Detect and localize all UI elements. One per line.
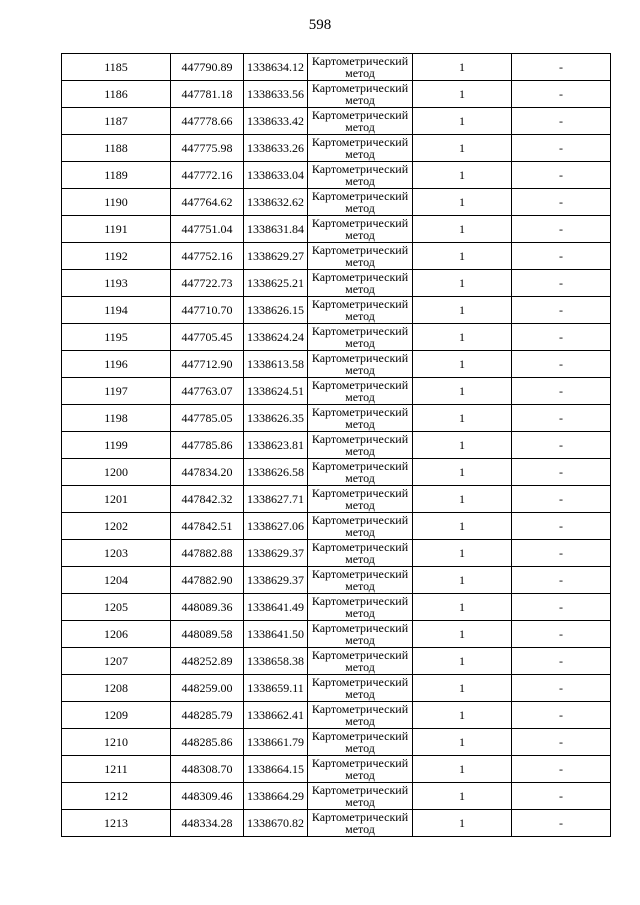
note-cell: -: [512, 783, 611, 810]
point-number-cell: 1186: [62, 81, 171, 108]
accuracy-cell: 1: [413, 378, 512, 405]
method-line-2: метод: [345, 120, 375, 134]
accuracy-cell: 1: [413, 405, 512, 432]
method-line-2: метод: [345, 687, 375, 701]
x-coordinate-cell: 447882.90: [171, 567, 244, 594]
method-line-1: Картометрический: [311, 297, 409, 311]
point-number-cell: 1210: [62, 729, 171, 756]
method-cell: [308, 108, 413, 135]
method-line-1: Картометрический: [311, 513, 409, 527]
method-cell: [308, 405, 413, 432]
y-coordinate-cell: 1338664.15: [244, 756, 308, 783]
point-number-cell: 1198: [62, 405, 171, 432]
method-line-1: Картометрический: [311, 81, 409, 95]
x-coordinate-cell: 447772.16: [171, 162, 244, 189]
method-cell: [308, 54, 413, 81]
coordinates-table: [61, 53, 611, 837]
method-line-2: метод: [345, 525, 375, 539]
y-coordinate-cell: 1338633.56: [244, 81, 308, 108]
accuracy-cell: 1: [413, 810, 512, 837]
method-line-2: метод: [345, 471, 375, 485]
method-line-2: метод: [345, 282, 375, 296]
x-coordinate-cell: 447785.05: [171, 405, 244, 432]
method-cell: [308, 81, 413, 108]
point-number-cell: 1189: [62, 162, 171, 189]
table-row: [62, 594, 611, 621]
x-coordinate-cell: 447834.20: [171, 459, 244, 486]
note-cell: -: [512, 378, 611, 405]
point-number-cell: 1194: [62, 297, 171, 324]
table-row: [62, 324, 611, 351]
table-row: [62, 567, 611, 594]
table-row: [62, 216, 611, 243]
accuracy-cell: 1: [413, 486, 512, 513]
table-row: [62, 513, 611, 540]
point-number-cell: 1191: [62, 216, 171, 243]
x-coordinate-cell: 447781.18: [171, 81, 244, 108]
coordinates-table-body: [62, 54, 611, 837]
note-cell: -: [512, 324, 611, 351]
note-cell: -: [512, 351, 611, 378]
point-number-cell: 1209: [62, 702, 171, 729]
point-number-cell: 1200: [62, 459, 171, 486]
y-coordinate-cell: 1338633.04: [244, 162, 308, 189]
method-line-2: метод: [345, 660, 375, 674]
note-cell: -: [512, 243, 611, 270]
x-coordinate-cell: 448285.86: [171, 729, 244, 756]
x-coordinate-cell: 447790.89: [171, 54, 244, 81]
accuracy-cell: 1: [413, 162, 512, 189]
table-row: [62, 783, 611, 810]
table-row: [62, 405, 611, 432]
accuracy-cell: 1: [413, 324, 512, 351]
accuracy-cell: 1: [413, 216, 512, 243]
x-coordinate-cell: 447712.90: [171, 351, 244, 378]
x-coordinate-cell: 448308.70: [171, 756, 244, 783]
point-number-cell: 1211: [62, 756, 171, 783]
method-cell: [308, 432, 413, 459]
method-cell: [308, 486, 413, 513]
accuracy-cell: 1: [413, 567, 512, 594]
note-cell: -: [512, 297, 611, 324]
x-coordinate-cell: 448259.00: [171, 675, 244, 702]
accuracy-cell: 1: [413, 432, 512, 459]
method-line-1: Картометрический: [311, 108, 409, 122]
note-cell: -: [512, 459, 611, 486]
y-coordinate-cell: 1338626.58: [244, 459, 308, 486]
table-row: [62, 621, 611, 648]
point-number-cell: 1199: [62, 432, 171, 459]
y-coordinate-cell: 1338627.71: [244, 486, 308, 513]
page-number: 598: [308, 17, 332, 33]
table-row: [62, 675, 611, 702]
method-line-1: Картометрический: [311, 405, 409, 419]
y-coordinate-cell: 1338661.79: [244, 729, 308, 756]
method-line-2: метод: [345, 498, 375, 512]
table-row: [62, 486, 611, 513]
point-number-cell: 1197: [62, 378, 171, 405]
method-line-1: Картометрический: [311, 135, 409, 149]
point-number-cell: 1206: [62, 621, 171, 648]
method-line-1: Картометрический: [311, 378, 409, 392]
note-cell: -: [512, 189, 611, 216]
x-coordinate-cell: 447705.45: [171, 324, 244, 351]
x-coordinate-cell: 448334.28: [171, 810, 244, 837]
method-cell: [308, 135, 413, 162]
method-cell: [308, 243, 413, 270]
x-coordinate-cell: 447764.62: [171, 189, 244, 216]
y-coordinate-cell: 1338658.38: [244, 648, 308, 675]
x-coordinate-cell: 447710.70: [171, 297, 244, 324]
note-cell: -: [512, 216, 611, 243]
note-cell: -: [512, 729, 611, 756]
note-cell: -: [512, 702, 611, 729]
x-coordinate-cell: 447778.66: [171, 108, 244, 135]
method-cell: [308, 729, 413, 756]
y-coordinate-cell: 1338633.42: [244, 108, 308, 135]
method-line-1: Картометрический: [311, 243, 409, 257]
point-number-cell: 1187: [62, 108, 171, 135]
method-line-1: Картометрический: [311, 756, 409, 770]
y-coordinate-cell: 1338632.62: [244, 189, 308, 216]
y-coordinate-cell: 1338664.29: [244, 783, 308, 810]
table-row: [62, 108, 611, 135]
y-coordinate-cell: 1338634.12: [244, 54, 308, 81]
table-row: [62, 378, 611, 405]
x-coordinate-cell: 447842.32: [171, 486, 244, 513]
method-cell: [308, 621, 413, 648]
y-coordinate-cell: 1338626.35: [244, 405, 308, 432]
accuracy-cell: 1: [413, 54, 512, 81]
table-row: [62, 270, 611, 297]
table-row: [62, 54, 611, 81]
method-cell: [308, 675, 413, 702]
method-cell: [308, 513, 413, 540]
point-number-cell: 1195: [62, 324, 171, 351]
point-number-cell: 1203: [62, 540, 171, 567]
point-number-cell: 1193: [62, 270, 171, 297]
y-coordinate-cell: 1338629.37: [244, 540, 308, 567]
method-line-1: Картометрический: [311, 594, 409, 608]
method-line-2: метод: [345, 768, 375, 782]
table-row: [62, 81, 611, 108]
point-number-cell: 1213: [62, 810, 171, 837]
accuracy-cell: 1: [413, 702, 512, 729]
accuracy-cell: 1: [413, 351, 512, 378]
y-coordinate-cell: 1338633.26: [244, 135, 308, 162]
note-cell: -: [512, 648, 611, 675]
method-line-1: Картометрический: [311, 810, 409, 824]
y-coordinate-cell: 1338624.24: [244, 324, 308, 351]
note-cell: -: [512, 432, 611, 459]
method-cell: [308, 702, 413, 729]
method-line-1: Картометрический: [311, 324, 409, 338]
method-line-1: Картометрический: [311, 621, 409, 635]
method-line-1: Картометрический: [311, 216, 409, 230]
note-cell: -: [512, 756, 611, 783]
accuracy-cell: 1: [413, 243, 512, 270]
method-line-1: Картометрический: [311, 54, 409, 68]
y-coordinate-cell: 1338624.51: [244, 378, 308, 405]
method-line-2: метод: [345, 66, 375, 80]
point-number-cell: 1196: [62, 351, 171, 378]
method-line-2: метод: [345, 795, 375, 809]
x-coordinate-cell: 448285.79: [171, 702, 244, 729]
note-cell: -: [512, 54, 611, 81]
point-number-cell: 1192: [62, 243, 171, 270]
method-line-2: метод: [345, 579, 375, 593]
accuracy-cell: 1: [413, 594, 512, 621]
y-coordinate-cell: 1338659.11: [244, 675, 308, 702]
accuracy-cell: 1: [413, 270, 512, 297]
method-line-2: метод: [345, 741, 375, 755]
note-cell: -: [512, 81, 611, 108]
y-coordinate-cell: 1338626.15: [244, 297, 308, 324]
table-row: [62, 540, 611, 567]
method-cell: [308, 756, 413, 783]
table-row: [62, 189, 611, 216]
y-coordinate-cell: 1338629.27: [244, 243, 308, 270]
y-coordinate-cell: 1338641.49: [244, 594, 308, 621]
table-row: [62, 648, 611, 675]
x-coordinate-cell: 448089.36: [171, 594, 244, 621]
point-number-cell: 1212: [62, 783, 171, 810]
method-line-2: метод: [345, 255, 375, 269]
method-cell: [308, 324, 413, 351]
note-cell: -: [512, 675, 611, 702]
y-coordinate-cell: 1338613.58: [244, 351, 308, 378]
table-row: [62, 432, 611, 459]
accuracy-cell: 1: [413, 513, 512, 540]
method-line-2: метод: [345, 822, 375, 836]
method-cell: [308, 270, 413, 297]
table-row: [62, 297, 611, 324]
method-line-2: метод: [345, 444, 375, 458]
method-line-1: Картометрический: [311, 783, 409, 797]
accuracy-cell: 1: [413, 297, 512, 324]
table-row: [62, 729, 611, 756]
note-cell: -: [512, 270, 611, 297]
method-line-1: Картометрический: [311, 162, 409, 176]
method-cell: [308, 567, 413, 594]
point-number-cell: 1207: [62, 648, 171, 675]
table-row: [62, 756, 611, 783]
x-coordinate-cell: 448252.89: [171, 648, 244, 675]
method-line-1: Картометрический: [311, 729, 409, 743]
method-line-2: метод: [345, 174, 375, 188]
method-line-1: Картометрический: [311, 189, 409, 203]
accuracy-cell: 1: [413, 81, 512, 108]
accuracy-cell: 1: [413, 621, 512, 648]
method-cell: [308, 162, 413, 189]
method-line-1: Картометрический: [311, 486, 409, 500]
table-row: [62, 810, 611, 837]
x-coordinate-cell: 447763.07: [171, 378, 244, 405]
method-line-2: метод: [345, 390, 375, 404]
y-coordinate-cell: 1338670.82: [244, 810, 308, 837]
method-line-1: Картометрический: [311, 648, 409, 662]
table-row: [62, 162, 611, 189]
note-cell: -: [512, 135, 611, 162]
method-cell: [308, 216, 413, 243]
note-cell: -: [512, 810, 611, 837]
method-line-2: метод: [345, 309, 375, 323]
x-coordinate-cell: 447722.73: [171, 270, 244, 297]
table-row: [62, 459, 611, 486]
method-line-2: метод: [345, 147, 375, 161]
method-line-2: метод: [345, 228, 375, 242]
note-cell: -: [512, 486, 611, 513]
method-line-1: Картометрический: [311, 675, 409, 689]
point-number-cell: 1190: [62, 189, 171, 216]
method-cell: [308, 783, 413, 810]
y-coordinate-cell: 1338629.37: [244, 567, 308, 594]
x-coordinate-cell: 447752.16: [171, 243, 244, 270]
accuracy-cell: 1: [413, 675, 512, 702]
method-cell: [308, 297, 413, 324]
point-number-cell: 1204: [62, 567, 171, 594]
point-number-cell: 1208: [62, 675, 171, 702]
method-line-2: метод: [345, 363, 375, 377]
accuracy-cell: 1: [413, 729, 512, 756]
accuracy-cell: 1: [413, 135, 512, 162]
y-coordinate-cell: 1338631.84: [244, 216, 308, 243]
method-cell: [308, 459, 413, 486]
note-cell: -: [512, 567, 611, 594]
method-line-1: Картометрический: [311, 459, 409, 473]
table-row: [62, 135, 611, 162]
point-number-cell: 1185: [62, 54, 171, 81]
table-row: [62, 351, 611, 378]
point-number-cell: 1201: [62, 486, 171, 513]
method-line-2: метод: [345, 633, 375, 647]
y-coordinate-cell: 1338641.50: [244, 621, 308, 648]
method-cell: [308, 189, 413, 216]
x-coordinate-cell: 448089.58: [171, 621, 244, 648]
y-coordinate-cell: 1338625.21: [244, 270, 308, 297]
method-line-1: Картометрический: [311, 567, 409, 581]
note-cell: -: [512, 621, 611, 648]
accuracy-cell: 1: [413, 540, 512, 567]
method-cell: [308, 378, 413, 405]
y-coordinate-cell: 1338623.81: [244, 432, 308, 459]
x-coordinate-cell: 447785.86: [171, 432, 244, 459]
x-coordinate-cell: 447842.51: [171, 513, 244, 540]
table-row: [62, 243, 611, 270]
point-number-cell: 1205: [62, 594, 171, 621]
method-cell: [308, 351, 413, 378]
x-coordinate-cell: 447775.98: [171, 135, 244, 162]
x-coordinate-cell: 448309.46: [171, 783, 244, 810]
x-coordinate-cell: 447751.04: [171, 216, 244, 243]
point-number-cell: 1202: [62, 513, 171, 540]
y-coordinate-cell: 1338662.41: [244, 702, 308, 729]
accuracy-cell: 1: [413, 189, 512, 216]
method-cell: [308, 648, 413, 675]
note-cell: -: [512, 594, 611, 621]
accuracy-cell: 1: [413, 648, 512, 675]
method-cell: [308, 594, 413, 621]
method-line-2: метод: [345, 417, 375, 431]
note-cell: -: [512, 540, 611, 567]
method-line-2: метод: [345, 714, 375, 728]
note-cell: -: [512, 162, 611, 189]
note-cell: -: [512, 513, 611, 540]
method-line-2: метод: [345, 201, 375, 215]
method-line-2: метод: [345, 552, 375, 566]
method-cell: [308, 540, 413, 567]
method-line-1: Картометрический: [311, 432, 409, 446]
method-cell: [308, 810, 413, 837]
note-cell: -: [512, 405, 611, 432]
accuracy-cell: 1: [413, 783, 512, 810]
method-line-1: Картометрический: [311, 351, 409, 365]
accuracy-cell: 1: [413, 108, 512, 135]
table-row: [62, 702, 611, 729]
method-line-1: Картометрический: [311, 540, 409, 554]
accuracy-cell: 1: [413, 459, 512, 486]
method-line-2: метод: [345, 606, 375, 620]
y-coordinate-cell: 1338627.06: [244, 513, 308, 540]
x-coordinate-cell: 447882.88: [171, 540, 244, 567]
method-line-2: метод: [345, 336, 375, 350]
note-cell: -: [512, 108, 611, 135]
point-number-cell: 1188: [62, 135, 171, 162]
method-line-1: Картометрический: [311, 270, 409, 284]
method-line-2: метод: [345, 93, 375, 107]
method-line-1: Картометрический: [311, 702, 409, 716]
accuracy-cell: 1: [413, 756, 512, 783]
